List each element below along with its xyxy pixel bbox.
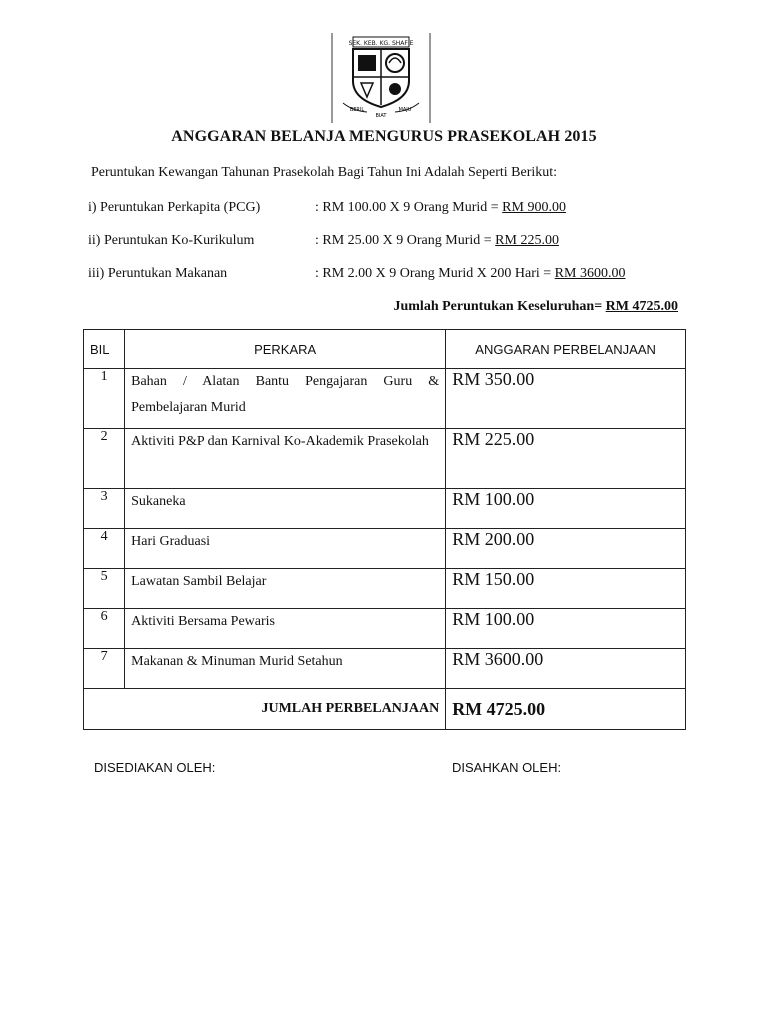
table-row (84, 489, 686, 529)
row-bil: 2 (84, 429, 125, 489)
table-row (84, 609, 686, 649)
total-allocation-value: RM 4725.00 (605, 299, 678, 314)
allocation-result: RM 225.00 (495, 233, 559, 248)
header-perkara: PERKARA (125, 330, 446, 369)
crest-motto-right: MAJU (398, 107, 412, 113)
budget-table (83, 329, 686, 730)
allocation-result: RM 900.00 (502, 200, 566, 215)
allocation-label: iii) Peruntukan Makanan (88, 266, 228, 281)
row-amount: RM 3600.00 (446, 649, 686, 689)
allocation-label: i) Peruntukan Perkapita (PCG) (88, 200, 261, 215)
total-amount: RM 4725.00 (446, 689, 686, 730)
row-bil: 3 (84, 489, 125, 529)
table-row (84, 649, 686, 689)
row-amount: RM 225.00 (446, 429, 686, 489)
row-perkara: Bahan / Alatan Bantu Pengajaran Guru & Pembelajaran Murid (125, 369, 446, 429)
row-amount: RM 150.00 (446, 569, 686, 609)
allocation-formula: : RM 2.00 X 9 Orang Murid X 200 Hari = (315, 266, 555, 281)
row-bil: 4 (84, 529, 125, 569)
header-bil: BIL (84, 330, 125, 369)
row-bil: 5 (84, 569, 125, 609)
row-bil: 7 (84, 649, 125, 689)
table-row (84, 429, 686, 489)
table-row (84, 529, 686, 569)
total-allocation-label: Jumlah Peruntukan Keseluruhan= (393, 299, 606, 314)
allocation-formula: : RM 100.00 X 9 Orang Murid = (315, 200, 503, 215)
total-allocation (393, 299, 678, 315)
approved-by-label: DISAHKAN OLEH: (452, 760, 562, 775)
row-perkara: Sukaneka (125, 489, 446, 529)
table-header-row (84, 330, 686, 369)
row-perkara: Makanan & Minuman Murid Setahun (125, 649, 446, 689)
table-total-row (84, 689, 686, 730)
total-label: JUMLAH PERBELANJAAN (84, 689, 446, 730)
allocation-formula: : RM 25.00 X 9 Orang Murid = (315, 233, 496, 248)
row-amount: RM 200.00 (446, 529, 686, 569)
allocation-result: RM 3600.00 (554, 266, 626, 281)
row-amount: RM 350.00 (446, 369, 686, 429)
crest-school-text: SEK. KEB. KG. SHAFIE (348, 40, 414, 47)
row-amount: RM 100.00 (446, 489, 686, 529)
crest-motto-center: BIAT (375, 113, 387, 119)
row-perkara: Aktiviti P&P dan Karnival Ko-Akademik Prasekolah (125, 429, 446, 489)
crest-motto-left: BERIL (349, 107, 365, 113)
row-amount: RM 100.00 (446, 609, 686, 649)
row-perkara: Hari Graduasi (125, 529, 446, 569)
school-crest-logo (331, 33, 431, 123)
intro-text: Peruntukan Kewangan Tahunan Prasekolah Bagi Tahun Ini Adalah Seperti Berikut: (91, 165, 558, 180)
row-bil: 1 (84, 369, 125, 429)
table-row (84, 569, 686, 609)
row-bil: 6 (84, 609, 125, 649)
row-perkara: Aktiviti Bersama Pewaris (125, 609, 446, 649)
row-perkara: Lawatan Sambil Belajar (125, 569, 446, 609)
page-title: ANGGARAN BELANJA MENGURUS PRASEKOLAH 2015 (171, 128, 597, 145)
prepared-by-label: DISEDIAKAN OLEH: (94, 760, 216, 775)
table-row (84, 369, 686, 429)
header-anggaran: ANGGARAN PERBELANJAAN (446, 330, 686, 369)
allocation-label: ii) Peruntukan Ko-Kurikulum (88, 233, 255, 248)
